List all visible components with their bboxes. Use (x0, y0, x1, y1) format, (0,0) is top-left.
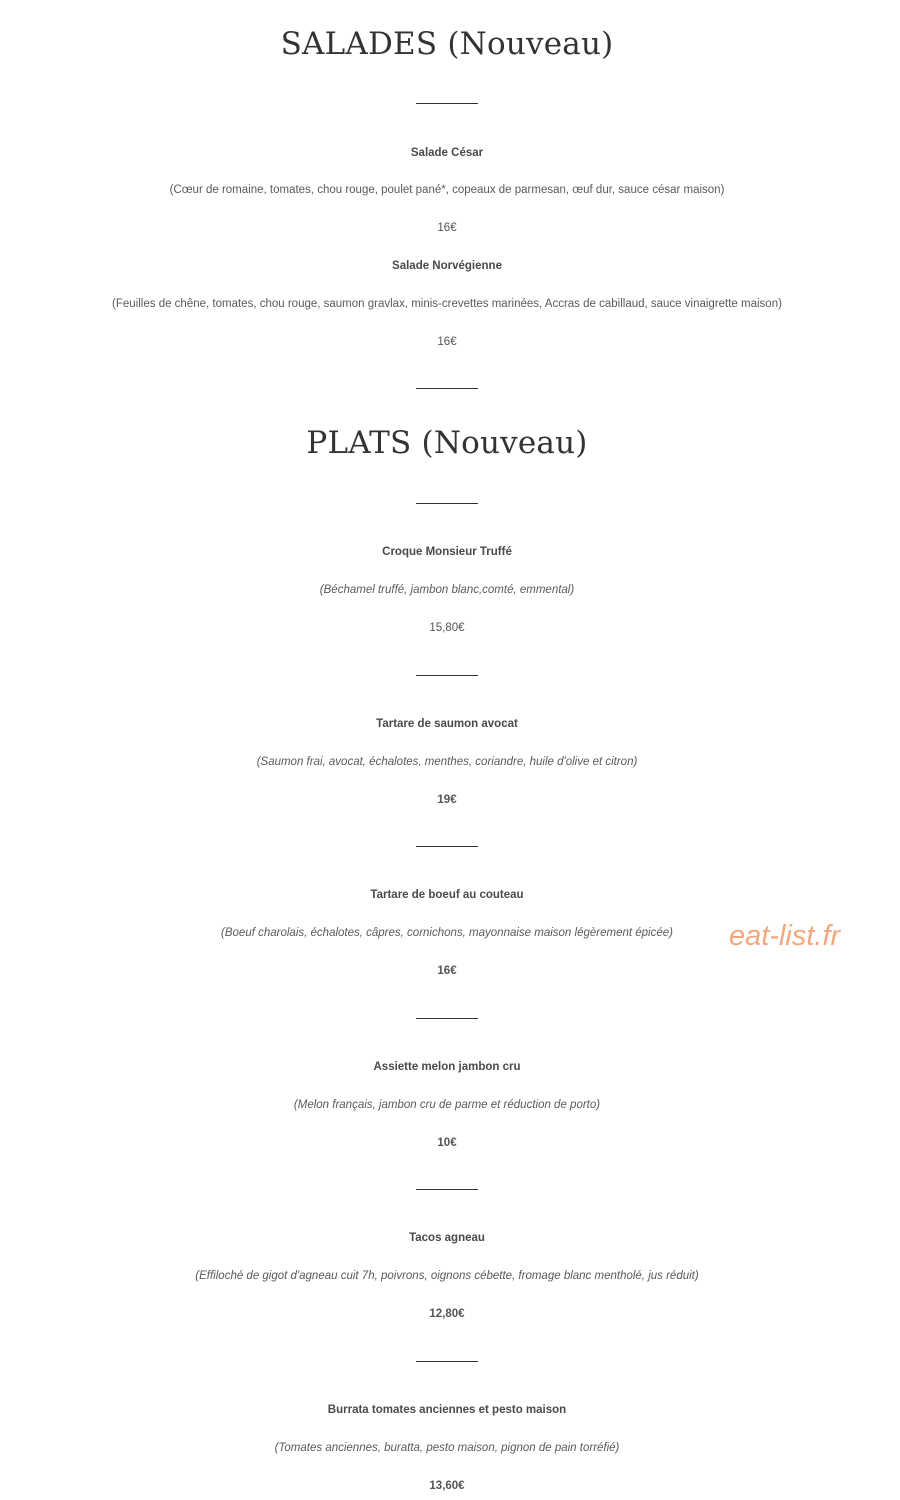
menu-item-price: 15,80€ (429, 622, 465, 634)
section-divider (416, 103, 478, 104)
menu-item-name: Tartare de boeuf au couteau (370, 889, 524, 901)
menu-item-price: 12,80€ (429, 1308, 465, 1320)
menu-item-name: Burrata tomates anciennes et pesto maison (327, 1404, 567, 1416)
watermark: eat-list.fr (729, 920, 841, 952)
menu-item-price: 19€ (437, 794, 457, 806)
item-divider (416, 1361, 478, 1362)
section-title-salades: SALADES (Nouveau) (280, 26, 614, 62)
section-divider (416, 503, 478, 504)
menu-item-name: Salade César (410, 147, 484, 159)
menu-item-description: (Saumon frai, avocat, échalotes, menthes, coriandre, huile d'olive et citron) (256, 756, 638, 768)
menu-item-description: (Feuilles de chêne, tomates, chou rouge, saumon gravlax, minis-crevettes marinées, Accras de cabillaud, sauce vinaigrette maison) (112, 298, 782, 310)
item-divider (416, 846, 478, 847)
item-divider (416, 675, 478, 676)
menu-item-description: (Effiloché de gigot d'agneau cuit 7h, poivrons, oignons cébette, fromage blanc mentholé, jus réduit) (195, 1270, 699, 1282)
menu-item-name: Tartare de saumon avocat (376, 718, 518, 730)
menu-item-description: (Cœur de romaine, tomates, chou rouge, poulet pané*, copeaux de parmesan, œuf dur, sauce césar maison) (169, 184, 725, 196)
menu-item-description: (Béchamel truffé, jambon blanc,comté, emmental) (319, 584, 575, 596)
menu-item-price: 16€ (437, 336, 457, 348)
menu-item-price: 10€ (437, 1137, 457, 1149)
menu-item-name: Salade Norvégienne (392, 260, 502, 272)
menu-item-name: Assiette melon jambon cru (373, 1061, 521, 1073)
section-title-plats: PLATS (Nouveau) (306, 425, 588, 461)
menu-item-name: Tacos agneau (409, 1232, 485, 1244)
menu-item-price: 16€ (437, 222, 457, 234)
menu-item-name: Croque Monsieur Truffé (382, 546, 512, 558)
menu-item-description: (Tomates anciennes, buratta, pesto maison, pignon de pain torréfié) (274, 1442, 620, 1454)
menu-item-price: 16€ (437, 965, 457, 977)
item-divider (416, 1189, 478, 1190)
menu-item-description: (Melon français, jambon cru de parme et réduction de porto) (293, 1099, 601, 1111)
item-divider (416, 1018, 478, 1019)
menu-item-price: 13,60€ (429, 1480, 465, 1492)
section-divider (416, 388, 478, 389)
menu-item-description: (Boeuf charolais, échalotes, câpres, cornichons, mayonnaise maison légèrement épicée) (221, 927, 673, 939)
